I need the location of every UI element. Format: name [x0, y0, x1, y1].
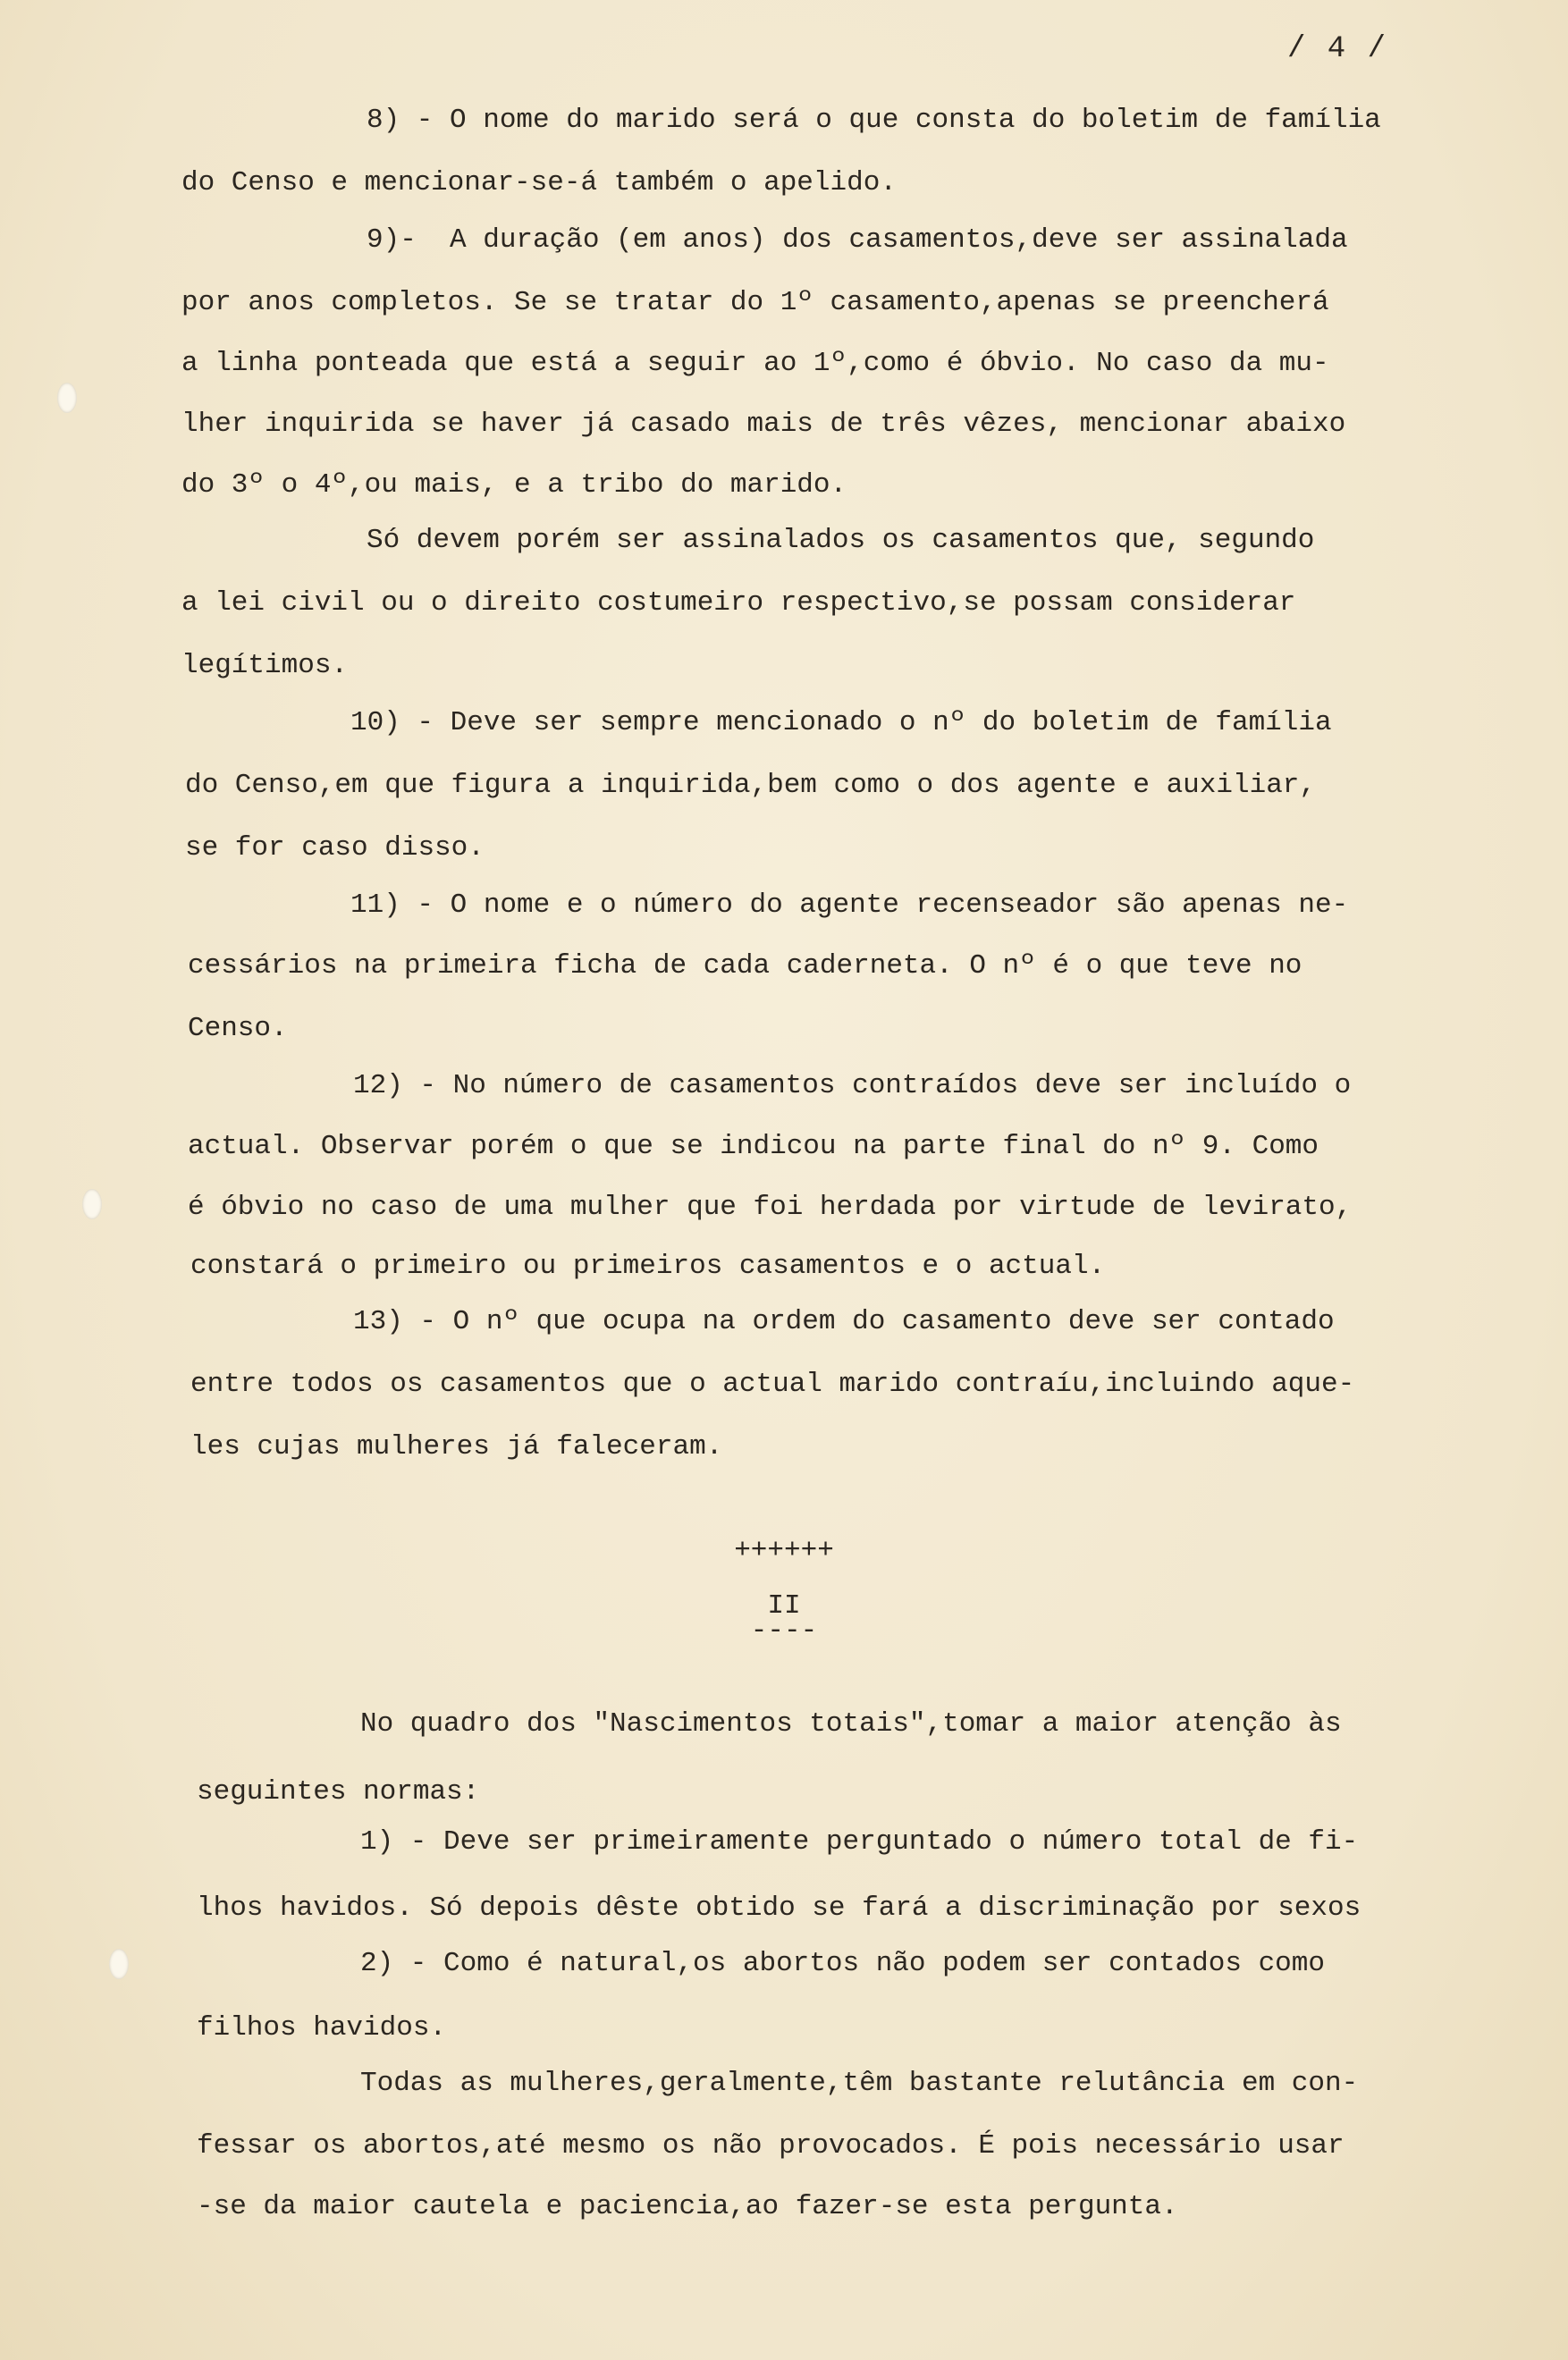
paragraph-line: é óbvio no caso de uma mulher que foi herdada por virtude de levirato, [188, 1192, 1353, 1223]
paragraph-line: cessários na primeira ficha de cada caderneta. O nº é o que teve no [188, 950, 1302, 982]
page-number: / 4 / [1287, 32, 1388, 66]
paragraph-line: Censo. [188, 1013, 288, 1044]
paragraph-line: No quadro dos "Nascimentos totais",tomar a maior atenção às [360, 1708, 1342, 1740]
section-separator: ++++++ [734, 1535, 834, 1566]
paragraph-line: 11) - O nome e o número do agente recenseador são apenas ne- [350, 889, 1349, 921]
paragraph-line: lhos havidos. Só depois dêste obtido se fará a discriminação por sexos [197, 1892, 1361, 1924]
paragraph-line: actual. Observar porém o que se indicou na parte final do nº 9. Como [188, 1131, 1319, 1162]
paragraph-line: 9)- A duração (em anos) dos casamentos,deve ser assinalada [367, 224, 1348, 256]
paragraph-line: 10) - Deve ser sempre mencionado o nº do boletim de família [350, 707, 1332, 738]
punch-hole [57, 383, 77, 413]
paragraph-line: seguintes normas: [197, 1776, 480, 1808]
paragraph-line: Todas as mulheres,geralmente,têm bastante relutância em con- [360, 2068, 1359, 2099]
paragraph-line: filhos havidos. [197, 2012, 447, 2044]
paragraph-line: entre todos os casamentos que o actual marido contraíu,incluindo aque- [190, 1369, 1355, 1400]
paragraph-line: lher inquirida se haver já casado mais de três vêzes, mencionar abaixo [181, 409, 1346, 440]
section-heading-underline: ---- [750, 1615, 818, 1647]
paragraph-line: -se da maior cautela e paciencia,ao fazer-se esta pergunta. [197, 2191, 1178, 2222]
paragraph-line: do Censo,em que figura a inquirida,bem como o dos agente e auxiliar, [185, 770, 1317, 801]
paragraph-line: 13) - O nº que ocupa na ordem do casamento deve ser contado [353, 1306, 1335, 1337]
paragraph-line: Só devem porém ser assinalados os casamentos que, segundo [367, 525, 1315, 556]
paragraph-line: 8) - O nome do marido será o que consta do boletim de família [367, 105, 1381, 136]
paragraph-line: les cujas mulheres já faleceram. [190, 1431, 723, 1462]
section-heading: II [767, 1590, 801, 1622]
paragraph-line: legítimos. [181, 650, 349, 681]
punch-hole [82, 1189, 102, 1219]
paragraph-line: a lei civil ou o direito costumeiro respectivo,se possam considerar [181, 587, 1296, 619]
paragraph-line: se for caso disso. [185, 832, 485, 864]
paragraph-line: constará o primeiro ou primeiros casamentos e o actual. [190, 1251, 1106, 1282]
paragraph-line: por anos completos. Se se tratar do 1º casamento,apenas se preencherá [181, 287, 1329, 318]
punch-hole [109, 1949, 129, 1979]
paragraph-line: 12) - No número de casamentos contraídos deve ser incluído o [353, 1070, 1352, 1101]
paragraph-line: 1) - Deve ser primeiramente perguntado o número total de fi- [360, 1826, 1359, 1858]
paragraph-line: a linha ponteada que está a seguir ao 1º,como é óbvio. No caso da mu- [181, 348, 1329, 379]
paragraph-line: 2) - Como é natural,os abortos não podem ser contados como [360, 1948, 1325, 1979]
paragraph-line: do 3º o 4º,ou mais, e a tribo do marido. [181, 469, 847, 501]
paragraph-line: fessar os abortos,até mesmo os não provocados. É pois necessário usar [197, 2130, 1345, 2162]
paragraph-line: do Censo e mencionar-se-á também o apelido. [181, 167, 897, 198]
